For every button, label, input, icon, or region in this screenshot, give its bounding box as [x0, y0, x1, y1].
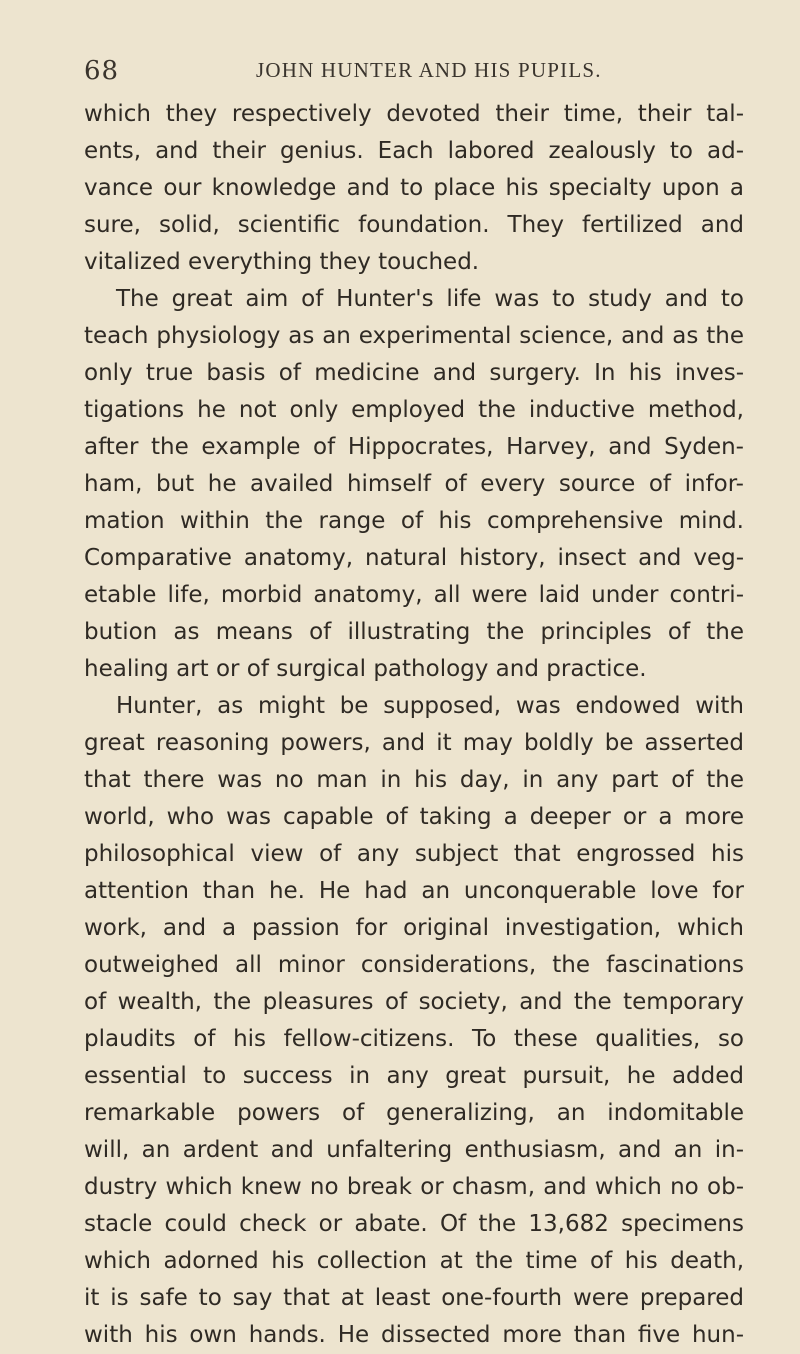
- text-line: sure, solid, scientific foundation. They fertilized and: [84, 212, 744, 238]
- text-line: ents, and their genius. Each labored zealously to ad-: [84, 138, 744, 164]
- text-line: essential to success in any great pursuit, he added: [84, 1063, 744, 1089]
- text-line: attention than he. He had an unconquerable love for: [84, 878, 744, 904]
- body-text: [84, 96, 744, 1354]
- text-line: mation within the range of his comprehensive mind.: [84, 508, 744, 534]
- text-line: vance our knowledge and to place his specialty upon a: [84, 175, 744, 201]
- text-line: which adorned his collection at the time of his death,: [84, 1248, 744, 1274]
- text-line: with his own hands. He dissected more than five hun-: [84, 1322, 744, 1348]
- text-line: dustry which knew no break or chasm, and which no ob-: [84, 1174, 744, 1200]
- text-line: ham, but he availed himself of every source of infor-: [84, 471, 744, 497]
- text-line: bution as means of illustrating the principles of the: [84, 619, 744, 645]
- paragraph-first-line: Hunter, as might be supposed, was endowed with: [116, 693, 744, 719]
- text-line: work, and a passion for original investigation, which: [84, 915, 744, 941]
- text-line: tigations he not only employed the inductive method,: [84, 397, 744, 423]
- text-line: stacle could check or abate. Of the 13,682 specimens: [84, 1211, 744, 1237]
- text-line: only true basis of medicine and surgery. In his inves-: [84, 360, 744, 386]
- text-line: teach physiology as an experimental science, and as the: [84, 323, 744, 349]
- text-line: after the example of Hippocrates, Harvey, and Syden-: [84, 434, 744, 460]
- text-line: healing art or of surgical pathology and practice.: [84, 656, 647, 682]
- text-line: remarkable powers of generalizing, an indomitable: [84, 1100, 744, 1126]
- text-line: Comparative anatomy, natural history, insect and veg-: [84, 545, 744, 571]
- paragraph-first-line: The great aim of Hunter's life was to study and to: [116, 286, 744, 312]
- text-line: plaudits of his fellow-citizens. To these qualities, so: [84, 1026, 744, 1052]
- running-title: JOHN HUNTER AND HIS PUPILS.: [256, 58, 602, 82]
- text-line: outweighed all minor considerations, the fascinations: [84, 952, 744, 978]
- text-line: great reasoning powers, and it may boldly be asserted: [84, 730, 744, 756]
- text-line: vitalized everything they touched.: [84, 249, 480, 275]
- page-number: 68: [84, 56, 120, 86]
- text-line: that there was no man in his day, in any part of the: [84, 767, 744, 793]
- text-line: world, who was capable of taking a deeper or a more: [84, 804, 744, 830]
- text-line: etable life, morbid anatomy, all were laid under contri-: [84, 582, 744, 608]
- text-line: will, an ardent and unfaltering enthusiasm, and an in-: [84, 1137, 744, 1163]
- text-line: of wealth, the pleasures of society, and the temporary: [84, 989, 744, 1015]
- running-head: [84, 50, 724, 90]
- text-line: it is safe to say that at least one-fourth were prepared: [84, 1285, 744, 1311]
- text-line: philosophical view of any subject that engrossed his: [84, 841, 744, 867]
- text-line: which they respectively devoted their time, their tal-: [84, 101, 744, 127]
